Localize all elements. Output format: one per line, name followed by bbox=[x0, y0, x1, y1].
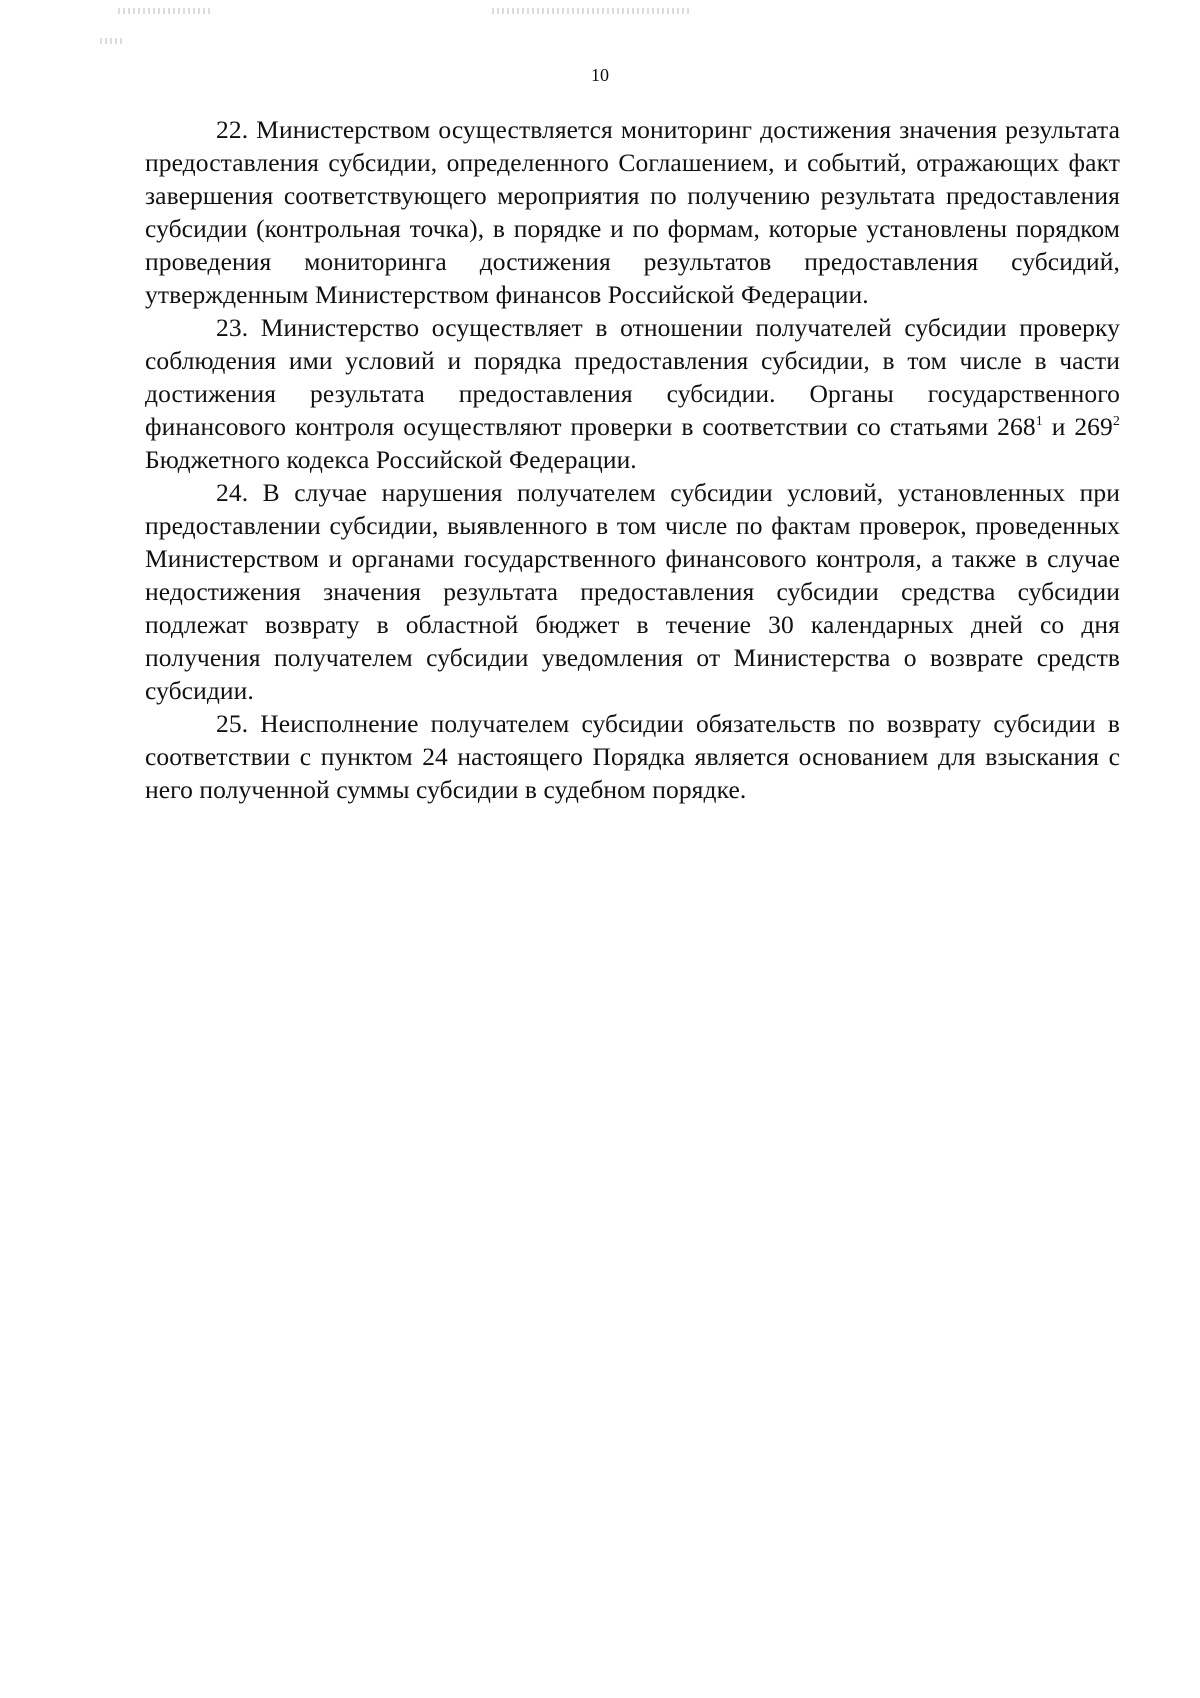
paragraph-23-text-end: Бюджетного кодекса Российской Федерации. bbox=[145, 445, 637, 474]
paragraph-23 bbox=[145, 311, 1120, 476]
superscript-2: 2 bbox=[1112, 414, 1120, 429]
paragraph-23-text-start: 23. Министерство осуществляет в отношении получателей субсидии проверку соблюдения ими условий и порядка предоставления субсидии, в том числе в части достижения результата предоставления субсидии. Органы государственного финансового контроля осуществляют проверки в соответствии со статьями 268 bbox=[145, 313, 1120, 441]
superscript-1: 1 bbox=[1035, 414, 1043, 429]
paragraph-24: 24. В случае нарушения получателем субсидии условий, установленных при предоставлении субсидии, выявленного в том числе по фактам проверок, проведенных Министерством и органами государственного финансового контроля, а также в случае недостижения значения результата предоставления субсидии средства субсидии подлежат возврату в областной бюджет в течение 30 календарных дней со дня получения получателем субсидии уведомления от Министерства о возврате средств субсидии. bbox=[145, 478, 1120, 705]
document-body bbox=[145, 113, 1120, 806]
scan-artifact-left bbox=[118, 8, 213, 14]
paragraph-23-text-middle: и 269 bbox=[1042, 412, 1113, 441]
paragraph-22: 22. Министерством осуществляется мониторинг достижения значения результата предоставления субсидии, определенного Соглашением, и событий, отражающих факт завершения соответствующего мероприятия по получению результата предоставления субсидии (контрольная точка), в порядке и по формам, которые установлены порядком проведения мониторинга достижения результатов предоставления субсидий, утвержденным Министерством финансов Российской Федерации. bbox=[145, 115, 1120, 309]
scan-artifact-corner bbox=[100, 38, 125, 44]
page-number: 10 bbox=[591, 65, 609, 85]
scan-artifact-center bbox=[492, 8, 692, 14]
paragraph-25: 25. Неисполнение получателем субсидии обязательств по возврату субсидии в соответствии с пунктом 24 настоящего Порядка является основанием для взыскания с него полученной суммы субсидии в судебном порядке. bbox=[145, 709, 1120, 804]
